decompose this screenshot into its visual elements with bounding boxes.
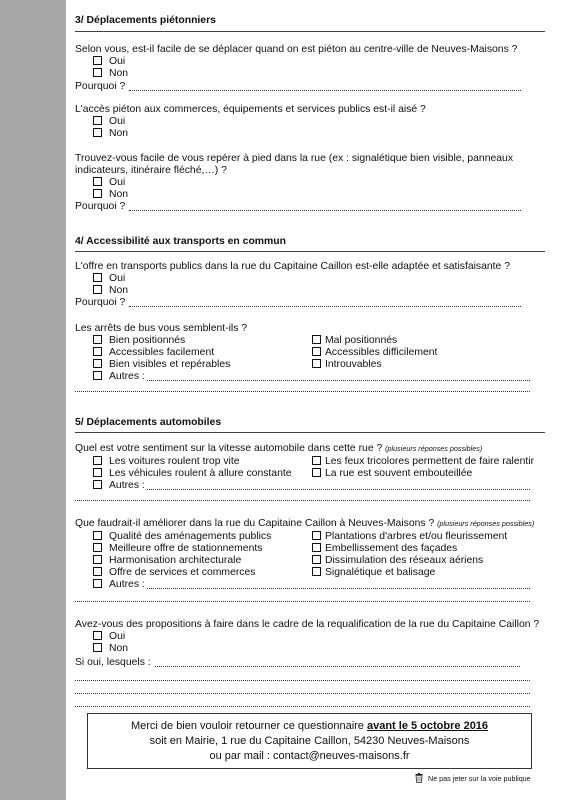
- return-email-line: ou par mail : contact@neuves-maisons.fr: [209, 750, 410, 762]
- s5-q2-extra-answer-line[interactable]: [75, 601, 530, 602]
- s3-question-1: Selon vous, est-il facile de se déplacer quand on est piéton au centre-ville de Neuves-Maisons ?: [75, 44, 518, 55]
- checkbox[interactable]: [93, 531, 102, 540]
- s3-q3-why-answer-line[interactable]: [129, 210, 521, 211]
- s4-q1-no-option[interactable]: Non: [93, 285, 128, 297]
- checkbox[interactable]: [93, 371, 102, 380]
- section-3-title: 3/ Déplacements piétonniers: [75, 15, 216, 26]
- s5-question-2: Que faudrait-il améliorer dans la rue du Capitaine Caillon à Neuves-Maisons ? (plusieurs réponses possibles): [75, 518, 535, 529]
- s5-q1-other-answer-line[interactable]: [147, 489, 530, 490]
- checkbox[interactable]: [93, 543, 102, 552]
- s4-q1-why-label: Pourquoi ?: [75, 297, 126, 308]
- s4-q1-yes-option[interactable]: Oui: [93, 273, 125, 285]
- s5-q3-answer-line-4[interactable]: [75, 706, 530, 707]
- s5-q3-yes-option[interactable]: Oui: [93, 631, 125, 643]
- s3-question-2: L'accès piéton aux commerces, équipements et services publics est-il aisé ?: [75, 104, 426, 115]
- s3-question-3-line2: indicateurs, itinéraire fléché,…) ?: [75, 165, 227, 176]
- checkbox[interactable]: [93, 335, 102, 344]
- checkbox[interactable]: [93, 68, 102, 77]
- checkbox[interactable]: [312, 456, 321, 465]
- checkbox[interactable]: [93, 273, 102, 282]
- section-4-rule: [75, 251, 545, 252]
- s4-q2-option-left-3[interactable]: Bien visibles et repérables: [93, 359, 230, 371]
- questionnaire-page: [75, 0, 545, 800]
- s3-q1-why-label: Pourquoi ?: [75, 81, 126, 92]
- s4-q2-option-left-2[interactable]: Accessibles facilement: [93, 347, 214, 359]
- checkbox[interactable]: [312, 335, 321, 344]
- s5-q2-option-left-3[interactable]: Harmonisation architecturale: [93, 555, 241, 567]
- s5-q2-option-left-2[interactable]: Meilleure offre de stationnements: [93, 543, 262, 555]
- s5-question-3: Avez-vous des propositions à faire dans le cadre de la requalification de la rue du Capitaine Caillon ?: [75, 619, 540, 630]
- s3-q3-why-label: Pourquoi ?: [75, 201, 126, 212]
- checkbox[interactable]: [93, 56, 102, 65]
- s5-q2-option-right-4[interactable]: Signalétique et balisage: [312, 567, 435, 579]
- checkbox[interactable]: [312, 468, 321, 477]
- s5-q1-option-left-2[interactable]: Les véhicules roulent à allure constante: [93, 468, 292, 480]
- left-margin-band: [0, 0, 66, 800]
- s3-q1-why-answer-line[interactable]: [129, 90, 521, 91]
- s5-q2-other-answer-line[interactable]: [147, 588, 530, 589]
- s5-q2-other-option[interactable]: Autres :: [93, 579, 145, 591]
- checkbox[interactable]: [312, 359, 321, 368]
- s5-q1-other-option[interactable]: Autres :: [93, 480, 145, 492]
- checkbox[interactable]: [93, 643, 102, 652]
- section-5-title: 5/ Déplacements automobiles: [75, 417, 222, 428]
- checkbox[interactable]: [93, 347, 102, 356]
- checkbox[interactable]: [93, 189, 102, 198]
- checkbox[interactable]: [93, 468, 102, 477]
- s5-q2-option-right-2[interactable]: Embellissement des façades: [312, 543, 457, 555]
- s3-q3-yes-option[interactable]: Oui: [93, 177, 125, 189]
- s4-q2-option-right-2[interactable]: Accessibles difficilement: [312, 347, 437, 359]
- s5-q1-option-right-1[interactable]: Les feux tricolores permettent de faire ralentir: [312, 456, 534, 468]
- s3-q1-no-option[interactable]: Non: [93, 68, 128, 80]
- checkbox[interactable]: [93, 359, 102, 368]
- section-5-rule: [75, 432, 545, 433]
- checkbox[interactable]: [93, 555, 102, 564]
- checkbox[interactable]: [93, 631, 102, 640]
- s5-q1-option-right-2[interactable]: La rue est souvent embouteillée: [312, 468, 472, 480]
- trash-bin-icon: [415, 773, 423, 783]
- checkbox[interactable]: [312, 347, 321, 356]
- s5-q2-option-right-3[interactable]: Dissimulation des réseaux aériens: [312, 555, 483, 567]
- s4-q2-option-right-1[interactable]: Mal positionnés: [312, 335, 397, 347]
- s4-q2-option-right-3[interactable]: Introuvables: [312, 359, 382, 371]
- return-address-line: soit en Mairie, 1 rue du Capitaine Caillon, 54230 Neuves-Maisons: [149, 735, 470, 747]
- s5-q3-which-label: Si oui, lesquels :: [75, 657, 151, 668]
- s5-q2-option-left-1[interactable]: Qualité des aménagements publics: [93, 531, 271, 543]
- s5-q3-answer-line-2[interactable]: [75, 680, 530, 681]
- s3-q2-yes-option[interactable]: Oui: [93, 116, 125, 128]
- checkbox[interactable]: [312, 567, 321, 576]
- checkbox[interactable]: [93, 177, 102, 186]
- s4-question-1: L'offre en transports publics dans la rue du Capitaine Caillon est-elle adaptée et satisfaisante ?: [75, 261, 511, 272]
- section-4-title: 4/ Accessibilité aux transports en commun: [75, 236, 286, 247]
- deadline-date: avant le 5 octobre 2016: [366, 720, 489, 732]
- s3-q3-no-option[interactable]: Non: [93, 189, 128, 201]
- s4-q2-extra-answer-line[interactable]: [75, 391, 530, 392]
- return-instructions-box: [87, 713, 532, 769]
- checkbox[interactable]: [93, 456, 102, 465]
- section-3-rule: [75, 31, 545, 32]
- checkbox[interactable]: [93, 567, 102, 576]
- s4-question-2: Les arrêts de bus vous semblent-ils ?: [75, 323, 248, 334]
- return-deadline-line: Merci de bien vouloir retourner ce questionnaire avant le 5 octobre 2016: [130, 720, 489, 732]
- s4-q2-other-answer-line[interactable]: [147, 380, 530, 381]
- s5-q3-answer-line-1[interactable]: [155, 666, 520, 667]
- s5-q1-extra-answer-line[interactable]: [75, 500, 530, 501]
- checkbox[interactable]: [93, 285, 102, 294]
- s5-q1-option-left-1[interactable]: Les voitures roulent trop vite: [93, 456, 240, 468]
- checkbox[interactable]: [93, 480, 102, 489]
- s4-q1-why-answer-line[interactable]: [129, 306, 521, 307]
- checkbox[interactable]: [312, 555, 321, 564]
- s5-q3-no-option[interactable]: Non: [93, 643, 128, 655]
- s3-q1-yes-option[interactable]: Oui: [93, 56, 125, 68]
- s5-q2-option-left-4[interactable]: Offre de services et commerces: [93, 567, 255, 579]
- s5-q2-option-right-1[interactable]: Plantations d'arbres et/ou fleurissement: [312, 531, 507, 543]
- checkbox[interactable]: [93, 579, 102, 588]
- footer-notice: Ne pas jeter sur la voie publique: [415, 773, 531, 784]
- s5-q3-answer-line-3[interactable]: [75, 693, 530, 694]
- checkbox[interactable]: [93, 128, 102, 137]
- checkbox[interactable]: [312, 543, 321, 552]
- s3-question-3-line1: Trouvez-vous facile de vous repérer à pied dans la rue (ex : signalétique bien visible, panneaux: [75, 153, 514, 164]
- checkbox[interactable]: [312, 531, 321, 540]
- s4-q2-option-left-1[interactable]: Bien positionnés: [93, 335, 185, 347]
- checkbox[interactable]: [93, 116, 102, 125]
- s3-q2-no-option[interactable]: Non: [93, 128, 128, 140]
- s4-q2-other-option[interactable]: Autres :: [93, 371, 145, 383]
- s5-question-1: Quel est votre sentiment sur la vitesse automobile dans cette rue ? (plusieurs réponses possibles): [75, 443, 483, 454]
